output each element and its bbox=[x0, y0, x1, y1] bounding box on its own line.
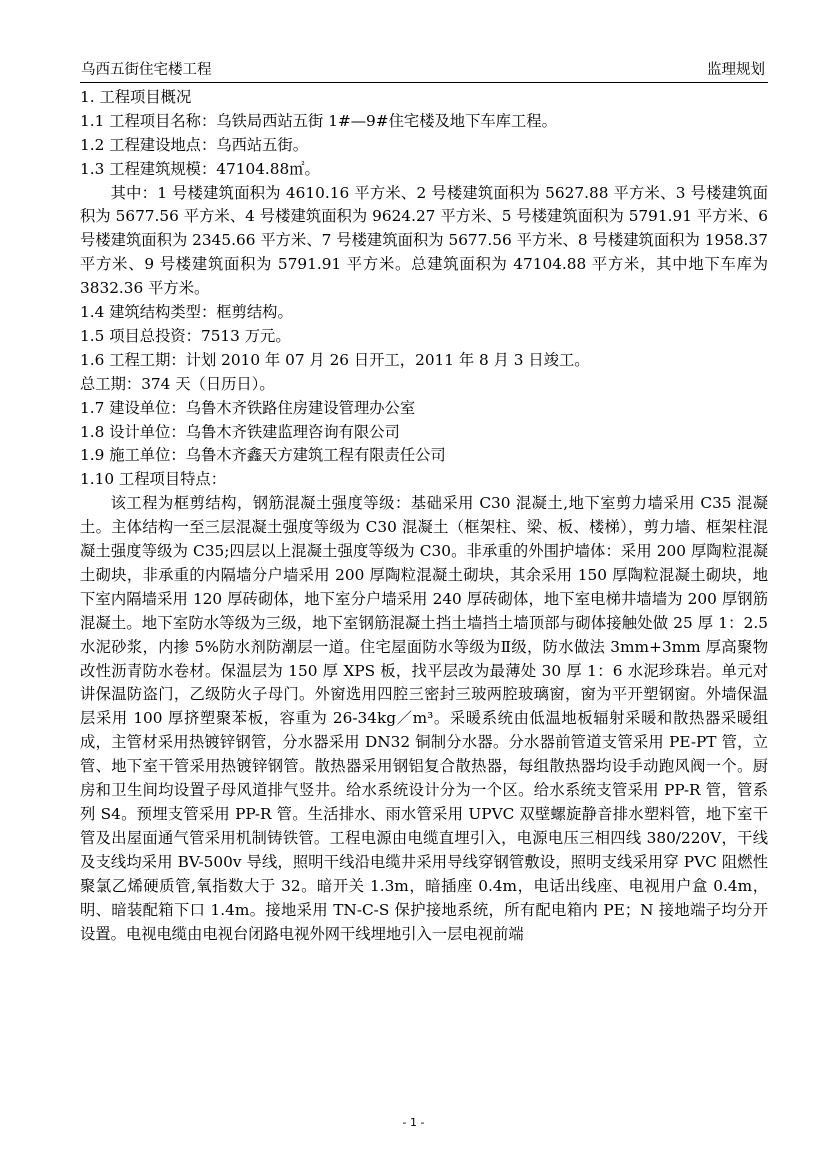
document-body bbox=[80, 86, 768, 946]
structure-type-line: 1.4 建筑结构类型：框剪结构。 bbox=[80, 303, 293, 322]
header-rule bbox=[80, 82, 768, 83]
area-paragraph: 其中：1 号楼建筑面积为 4610.16 平方米、2 号楼建筑面积为 5627.88 平方米、3 号楼建筑面积为 5677.56 平方米、4 号楼建筑面积为 9624.27 平方米、5 号楼建筑面积为 5791.91 平方米、6 号楼建筑面积为 2345.66 平方米、7 号楼建筑面积为 5677.56 平方米、8 号楼建筑面积为 1958.37 平方米、9 号楼建筑面积为 5791.91 平方米。总建筑面积为 47104.88 平方米，其中地下车库为 3832.36 平方米。 bbox=[80, 183, 768, 298]
features-heading: 1.10 工程项目特点： bbox=[80, 470, 227, 489]
page-header bbox=[81, 58, 767, 80]
total-duration-line: 总工期：374 天（日历日）。 bbox=[80, 374, 275, 393]
features-paragraph: 该工程为框剪结构，钢筋混凝土强度等级：基础采用 C30 混凝土,地下室剪力墙采用 C35 混凝土。主体结构一至三层混凝土强度等级为 C30 混凝土（框架柱、梁、板、楼梯），剪力墙、框架柱混凝土强度等级为 C35;四层以上混凝土强度等级为 C30。非承重的外围护墙体：采用 200 厚陶粒混凝土砌块，非承重的内隔墙分户墙采用 200 厚陶粒混凝土砌块，其余采用 150 厚陶粒混凝土砌块，地下室内隔墙采用 120 厚砖砌体，地下室分户墙采用 240 厚砖砌体，地下室电梯井墙墙为 200 厚钢筋混凝土。地下室防水等级为三级，地下室钢筋混凝土挡土墙挡土墙顶部与砌体接触处做 25 厚 1：2.5 水泥砂浆，内掺 5%防水剂防潮层一道。住宅屋面防水等级为Ⅱ级，防水做法 3mm+3mm 厚高聚物改性沥青防水卷材。保温层为 150 厚 XPS 板，找平层改为最薄处 30 厚 1：6 水泥珍珠岩。单元对讲保温防盗门，乙级防火子母门。外窗选用四腔三密封三玻两腔玻璃窗，窗为平开塑钢窗。外墙保温层采用 100 厚挤塑聚苯板，容重为 26-34kg／m³。采暖系统由低温地板辐射采暖和散热器采暖组成，主管材采用热镀锌钢管，分水器采用 DN32 铜制分水器。分水器前管道支管采用 PE-PT 管，立管、地下室干管采用热镀锌钢管。散热器采用钢铝复合散热器，每组散热器均设手动跑风阀一个。厨房和卫生间均设置子母风道排气竖井。给水系统设计分为一个区。给水系统支管采用 PP-R 管，管系列 S4。预埋支管采用 PP-R 管。生活排水、雨水管采用 UPVC 双壁螺旋静音排水塑料管，地下室干管及出屋面通气管采用机制铸铁管。工程电源由电缆直埋引入，电源电压三相四线 380/220V，干线及支线均采用 BV-500v 导线，照明干线沿电缆井采用导线穿钢管敷设，照明支线采用穿 PVC 阻燃性聚氯乙烯硬质管,氧指数大于 32。暗开关 1.3m，暗插座 0.4m，电话出线座、电视用户盒 0.4m，明、暗装配箱下口 1.4m。接地采用 TN-C-S 保护接地系统，所有配电箱内 PE；N 接地端子均分开设置。电视电缆由电视台闭路电视外网干线埋地引入一层电视前端 bbox=[80, 494, 768, 943]
section-heading: 1. 工程项目概况 bbox=[80, 88, 192, 106]
designer-line: 1.8 设计单位：乌鲁木齐铁建监理咨询有限公司 bbox=[80, 422, 400, 441]
owner-line: 1.7 建设单位：乌鲁木齐铁路住房建设管理办公室 bbox=[80, 398, 416, 417]
project-scale-line: 1.3 工程建筑规模：47104.88㎡。 bbox=[80, 159, 320, 178]
contractor-line: 1.9 施工单位：乌鲁木齐鑫天方建筑工程有限责任公司 bbox=[80, 446, 446, 465]
header-project-title: 乌西五街住宅楼工程 bbox=[81, 62, 212, 78]
investment-line: 1.5 项目总投资：7513 万元。 bbox=[80, 326, 291, 345]
project-name-line: 1.1 工程项目名称：乌铁局西站五街 1#—9#住宅楼及地下车库工程。 bbox=[80, 111, 557, 130]
header-document-type: 监理规划 bbox=[707, 62, 765, 78]
features-paragraph-container bbox=[80, 492, 768, 946]
area-paragraph-container bbox=[80, 182, 768, 302]
page-number: - 1 - bbox=[402, 1116, 425, 1129]
project-location-line: 1.2 工程建设地点：乌西站五街。 bbox=[80, 135, 309, 154]
schedule-line: 1.6 工程工期：计划 2010 年 07 月 26 日开工，2011 年 8 月 3 日竣工。 bbox=[80, 350, 590, 369]
